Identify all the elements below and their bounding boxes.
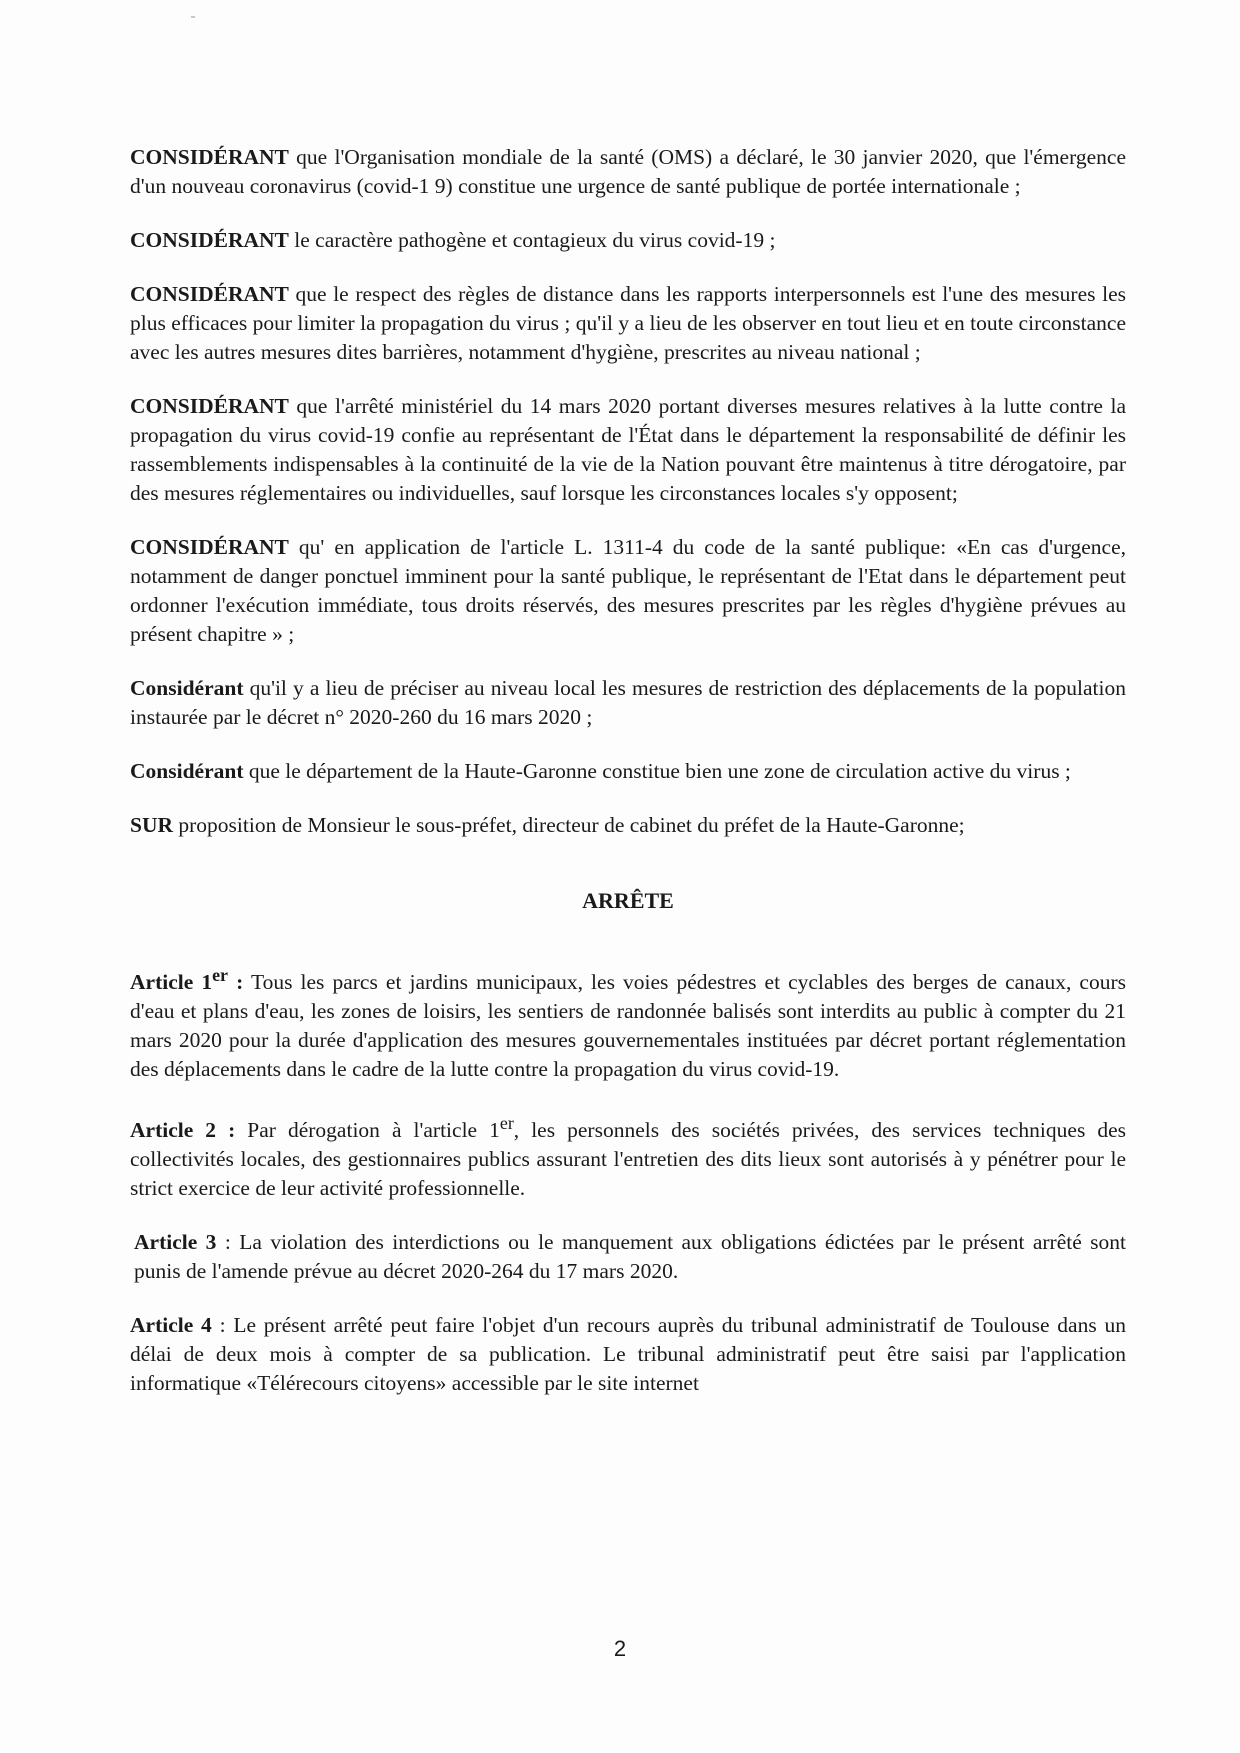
article-text: Par dérogation à l'article 1 [235, 1118, 500, 1143]
article-4 [130, 1311, 1126, 1398]
article-heading: Article 2 : [130, 1118, 236, 1143]
article-colon: : [228, 970, 244, 995]
document-body [130, 143, 1126, 1423]
scan-speck [191, 16, 195, 18]
paragraph-keyword: Considérant [130, 759, 244, 783]
article-text: Tous les parcs et jardins municipaux, les voies pédestres et cyclables des berges de canaux, cours d'eau et plans d'eau, les zones de loisirs, les sentiers de randonnée balisés sont interdits au public à compter du 21 mars 2020 pour la durée d'application des mesures gouvernementales instituées par décret portant réglementation des déplacements dans le cadre de la lutte contre la propagation du virus covid-19. [130, 970, 1127, 1082]
considerant-paragraph-3 [130, 280, 1126, 367]
article-3 [130, 1228, 1126, 1286]
considerant-paragraph-1 [130, 143, 1126, 201]
proposal-paragraph [130, 811, 1126, 840]
article-1 [130, 961, 1126, 1084]
article-heading: Article 3 [134, 1230, 217, 1255]
paragraph-text: que l'arrêté ministériel du 14 mars 2020 portant diverses mesures relatives à la lutte contre la propagation du virus covid-19 confie au représentant de l'État dans le département la responsabilité de définir les rassemblements indispensables à la continuité de la vie de la Nation pouvant être maintenus à titre dérogatoire, par des mesures réglementaires ou individuelles, sauf lorsque les circonstances locales s'y opposent; [130, 394, 1126, 505]
considerant-paragraph-7 [130, 757, 1126, 786]
paragraph-keyword: CONSIDÉRANT [130, 535, 289, 559]
considerant-paragraph-6 [130, 674, 1126, 732]
considerant-paragraph-5 [130, 533, 1126, 649]
article-heading [130, 965, 244, 995]
paragraph-text: qu' en application de l'article L. 1311-4 du code de la santé publique: «En cas d'urgence, notamment de danger ponctuel imminent pour la santé publique, le représentant de l'Etat dans le département peut ordonner l'exécution immédiate, tous droits réservés, des mesures prescrites par les règles d'hygiène prévues au présent chapitre » ; [130, 535, 1126, 646]
paragraph-keyword: SUR [130, 813, 174, 837]
article-heading: Article 4 [130, 1313, 212, 1338]
paragraph-text: que le respect des règles de distance dans les rapports interpersonnels est l'une des mesures les plus efficaces pour limiter la propagation du virus ; qu'il y a lieu de les observer en tout lieu et en toute circonstance avec les autres mesures dites barrières, notamment d'hygiène, prescrites au niveau national ; [130, 282, 1126, 364]
paragraph-keyword: CONSIDÉRANT [130, 145, 289, 169]
article-number: Article 1 [130, 970, 213, 995]
considerant-paragraph-2 [130, 226, 1126, 255]
page-number: 2 [613, 1636, 627, 1661]
paragraph-text: proposition de Monsieur le sous-préfet, directeur de cabinet du préfet de la Haute-Garonne; [173, 813, 965, 837]
decision-title: ARRÊTE [582, 888, 674, 913]
considerant-paragraph-4 [130, 392, 1126, 508]
article-text: : La violation des interdictions ou le manquement aux obligations édictées par le présent arrêté sont punis de l'amende prévue au décret 2020-264 du 17 mars 2020. [134, 1230, 1127, 1284]
paragraph-keyword: Considérant [130, 676, 244, 700]
article-number-superscript: er [212, 965, 228, 985]
article-text-superscript: er [499, 1113, 514, 1134]
article-text-continued: , les personnels des sociétés privées, des services techniques des collectivités locales, des gestionnaires publics assurant l'entretien des dits lieux sont autorisés à y pénétrer pour le strict exercice de leur activité professionnelle. [130, 1118, 1127, 1201]
article-text: : Le présent arrêté peut faire l'objet d'un recours auprès du tribunal administratif de Toulouse dans un délai de deux mois à compter de sa publication. Le tribunal administratif peut être saisi par l'application informatique «Télérecours citoyens» accessible par le site internet [130, 1313, 1126, 1396]
paragraph-text: le caractère pathogène et contagieux du virus covid-19 ; [288, 228, 776, 252]
paragraph-keyword: CONSIDÉRANT [130, 394, 289, 418]
paragraph-keyword: CONSIDÉRANT [130, 282, 289, 306]
paragraph-text: qu'il y a lieu de préciser au niveau local les mesures de restriction des déplacements de la population instaurée par le décret n° 2020-260 du 16 mars 2020 ; [130, 676, 1126, 729]
paragraph-keyword: CONSIDÉRANT [130, 228, 289, 252]
paragraph-text: que l'Organisation mondiale de la santé (OMS) a déclaré, le 30 janvier 2020, que l'émergence d'un nouveau coronavirus (covid-1 9) constitue une urgence de santé publique de portée internationale ; [130, 145, 1126, 198]
paragraph-text: que le département de la Haute-Garonne constitue bien une zone de circulation active du virus ; [243, 759, 1071, 783]
article-2 [130, 1109, 1126, 1203]
